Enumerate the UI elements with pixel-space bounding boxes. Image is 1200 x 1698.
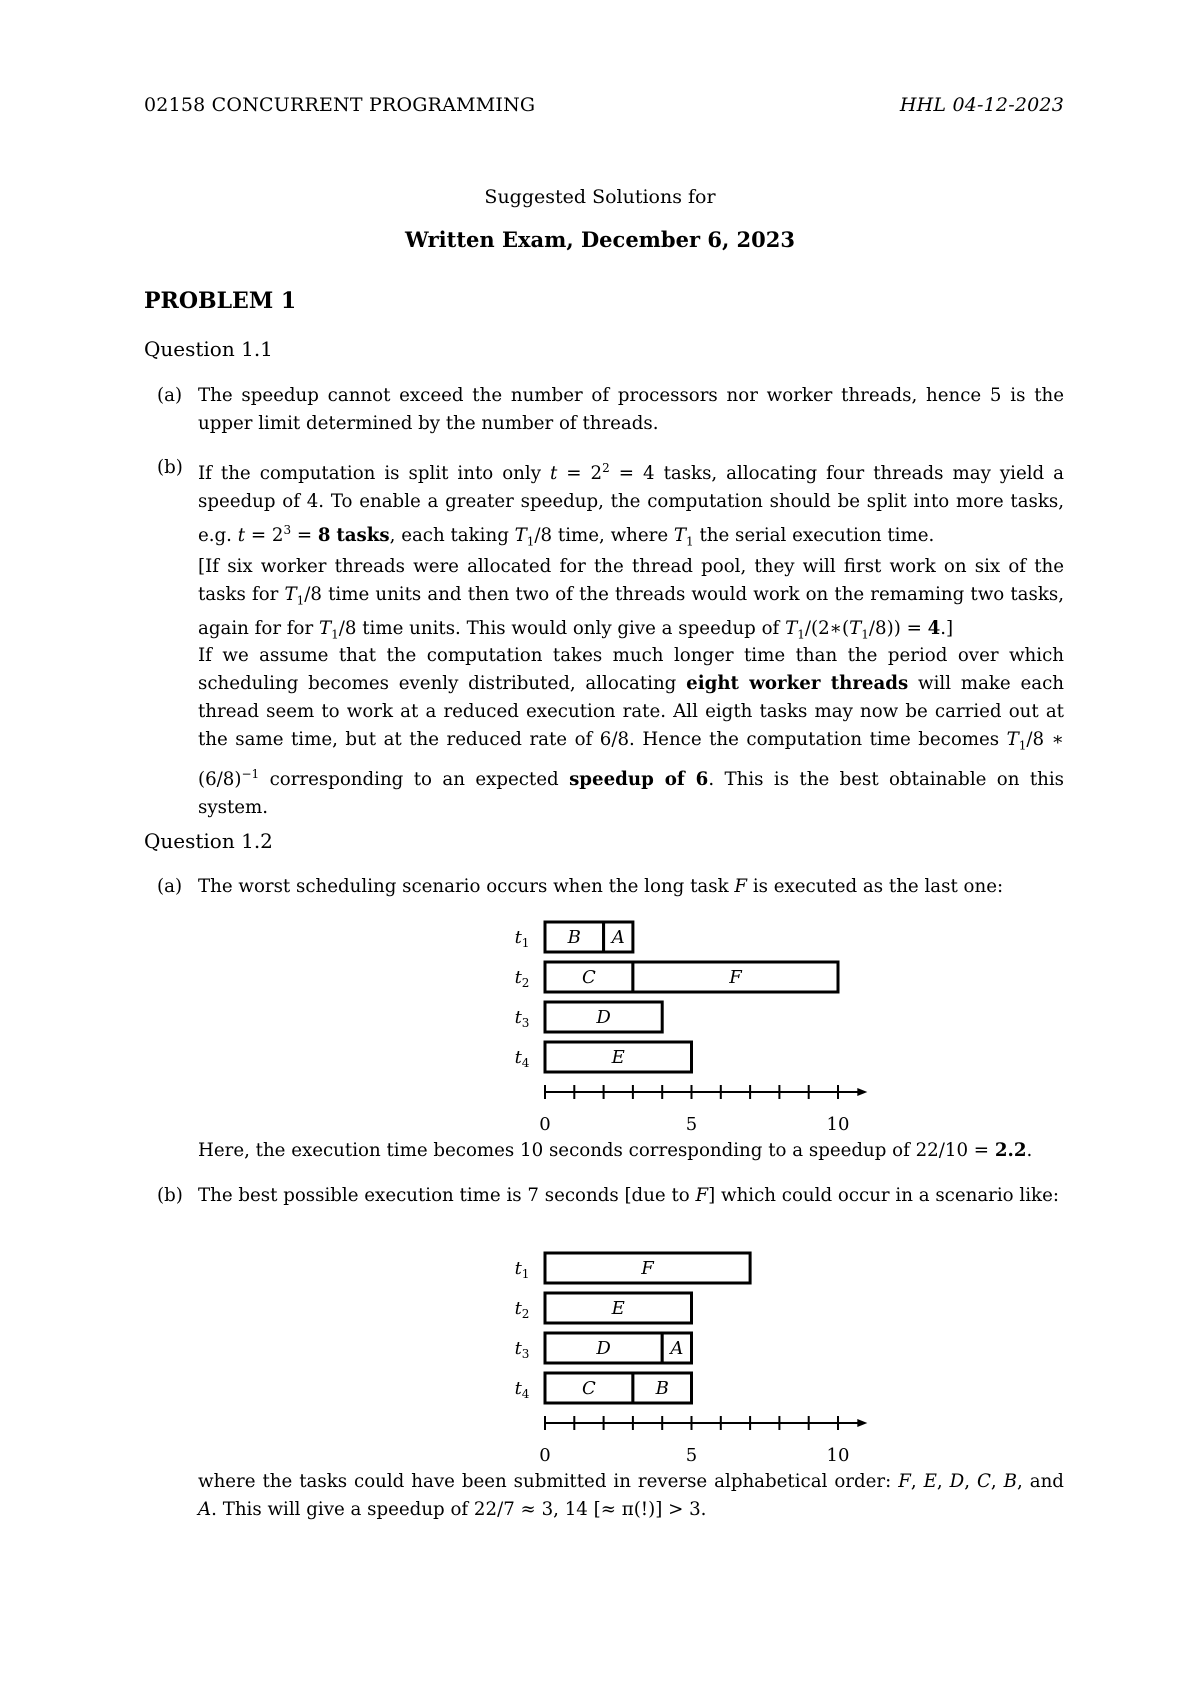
question-1-2-heading: Question 1.2 — [144, 829, 273, 853]
task-label-B: B — [567, 927, 581, 948]
axis-tick-label: 0 — [539, 1114, 551, 1135]
text-run: corresponding to an expected — [269, 768, 559, 790]
text-run: will make each thread seem to work at a reduced execution rate. All eigth tasks may now be carried out at the same time, but at the reduced rate of 6/8. Hence the computation time becomes — [198, 673, 1064, 750]
text-run: The worst scheduling scenario occurs when the long task — [198, 876, 729, 897]
thread-label-t2: $t_2$ — [514, 1298, 530, 1321]
bold-run: eight worker threads — [686, 673, 909, 694]
bold-run: 2.2 — [994, 1140, 1027, 1161]
thread-label-t1: $t_1$ — [514, 927, 530, 950]
text-run: is executed as the last one: — [752, 876, 1004, 897]
answer-1-2-a-result — [198, 1137, 1064, 1165]
answer-1-1-b-para1: If the computation is split into only $t = 2^2 = 4$ tasks, allocating four threads may yield a speedup of 4. To enable a greater speedup, the computation should be split into more tasks, e.g. $t = 2^3 = 8$ tasks, each taking $T_1/8$ time, where $T_1$ the serial execution time. — [198, 461, 1065, 549]
problem-heading: PROBLEM 1 — [144, 288, 297, 314]
text-run: Here, the execution time becomes 10 seconds corresponding to a speedup of 22/10 = — [198, 1140, 990, 1161]
item-label-b: (b) — [157, 457, 183, 478]
text-run: . This will give a speedup of 22/7 ≈ 3, 14 [≈ π(!)] > 3. — [211, 1499, 707, 1520]
text-run: time units and then two of the threads would work on the remaming two tasks, again for for — [198, 584, 1064, 639]
task-label-D: D — [596, 1338, 611, 1359]
item-label-a: (a) — [157, 385, 183, 406]
axis-tick-label: 10 — [826, 1114, 850, 1135]
bold-run: 4 — [927, 617, 941, 639]
text-run: the serial execution time. — [699, 525, 935, 547]
bold-run: tasks — [336, 525, 390, 547]
text-run: where the tasks could have been submitted in reverse alphabetical order: — [198, 1471, 892, 1492]
answer-1-1-a — [198, 382, 1064, 438]
thread-label-t1: $t_1$ — [514, 1258, 530, 1281]
axis-arrow — [857, 1088, 867, 1096]
answer-1-1-b-para2: [If six worker threads were allocated for the thread pool, they will first work on six of the tasks for $T_1/8$ time units and then two of the threads would work on the remaming two tasks, again for for $T_1/8$ time units. This would only give a speedup of $T_1/(2∗(T_1/8)) = 4$.] — [198, 556, 1064, 642]
answer-1-1-b-para3: If we assume that the computation takes much longer time than the period over which scheduling becomes evenly distributed, allocating eight worker threads will make each thread seem to work at a reduced execution rate. All eigth tasks may now be carried out at the same time, but at the reduced rate of 6/8. Hence the computation time becomes $T_1/8$ ∗ $(6/8)^{-1}$ corresponding to an expected speedup of 6. This is the best obtainable on this system. — [198, 645, 1065, 818]
text-run: . This is the best obtainable on this system. — [198, 768, 1065, 818]
thread-label-t4: $t_4$ — [514, 1047, 530, 1070]
answer-1-1-a-text: The speedup cannot exceed the number of processors nor worker threads, hence 5 is the upper limit determined by the number of threads. — [198, 385, 1064, 434]
document-code: HHL 04-12-2023 — [899, 94, 1064, 116]
task-label-B: B — [655, 1378, 669, 1399]
text-run: time units. This would only give a speedup of — [362, 617, 780, 639]
text-run: The best possible execution time is 7 seconds [due to — [198, 1185, 690, 1206]
text-run: and — [1029, 1471, 1064, 1492]
text-run: If we assume that the computation takes much longer time than the period over which scheduling becomes evenly distributed, allocating — [198, 645, 1064, 694]
text-run: .] — [940, 617, 954, 639]
thread-label-t2: $t_2$ — [514, 967, 530, 990]
text-run: tasks, allocating four threads may yield a speedup of 4. To enable a greater speedup, the computation should be split into more tasks, e.g. — [198, 463, 1065, 547]
axis-tick-label: 5 — [685, 1445, 698, 1466]
task-label-D: D — [596, 1007, 611, 1028]
answer-1-2-a: The worst scheduling scenario occurs when the long task F is executed as the last one: — [198, 876, 1004, 897]
thread-label-t3: $t_3$ — [514, 1007, 530, 1030]
text-run: . — [1026, 1140, 1033, 1161]
text-run: [If six worker threads were allocated for the thread pool, they will first work on six of the tasks for — [198, 556, 1064, 605]
item-label-a: (a) — [157, 876, 183, 897]
text-run: If the computation is split into only — [198, 463, 541, 485]
gantt-chart-worst — [500, 912, 900, 1137]
axis-tick-label: 10 — [826, 1445, 850, 1466]
gantt-chart-best — [500, 1243, 900, 1468]
task-label-F: F — [641, 1258, 654, 1279]
text-run: ] which could occur in a scenario like: — [708, 1185, 1059, 1206]
task-label-A: A — [670, 1338, 684, 1359]
task-label-F: F — [729, 967, 742, 988]
question-1-1-heading: Question 1.1 — [144, 337, 273, 361]
text-run: time, where — [557, 525, 669, 547]
course-header: 02158 CONCURRENT PROGRAMMING — [144, 94, 536, 116]
axis-tick-label: 0 — [539, 1445, 551, 1466]
task-label-E: E — [611, 1298, 625, 1319]
task-label-C: C — [582, 1378, 596, 1399]
subtitle: Suggested Solutions for — [484, 186, 716, 208]
axis-arrow — [857, 1419, 867, 1427]
axis-tick-label: 5 — [685, 1114, 698, 1135]
answer-1-2-b-result: where the tasks could have been submitted in reverse alphabetical order: F, E, D, C, B, and A. This will give a speedup of 22/7 ≈ 3, 14 [≈ π(!)] > 3. — [198, 1471, 1064, 1520]
answer-1-2-b: The best possible execution time is 7 seconds [due to F] which could occur in a scenario like: — [198, 1185, 1059, 1206]
item-label-b: (b) — [157, 1185, 183, 1206]
task-label-E: E — [611, 1047, 625, 1068]
page-title: Written Exam, December 6, 2023 — [404, 227, 796, 252]
text-run: , each taking — [389, 525, 509, 547]
bold-run: speedup of 6 — [569, 768, 709, 790]
thread-label-t4: $t_4$ — [514, 1378, 530, 1401]
thread-label-t3: $t_3$ — [514, 1338, 530, 1361]
task-label-A: A — [611, 927, 625, 948]
task-label-C: C — [582, 967, 596, 988]
